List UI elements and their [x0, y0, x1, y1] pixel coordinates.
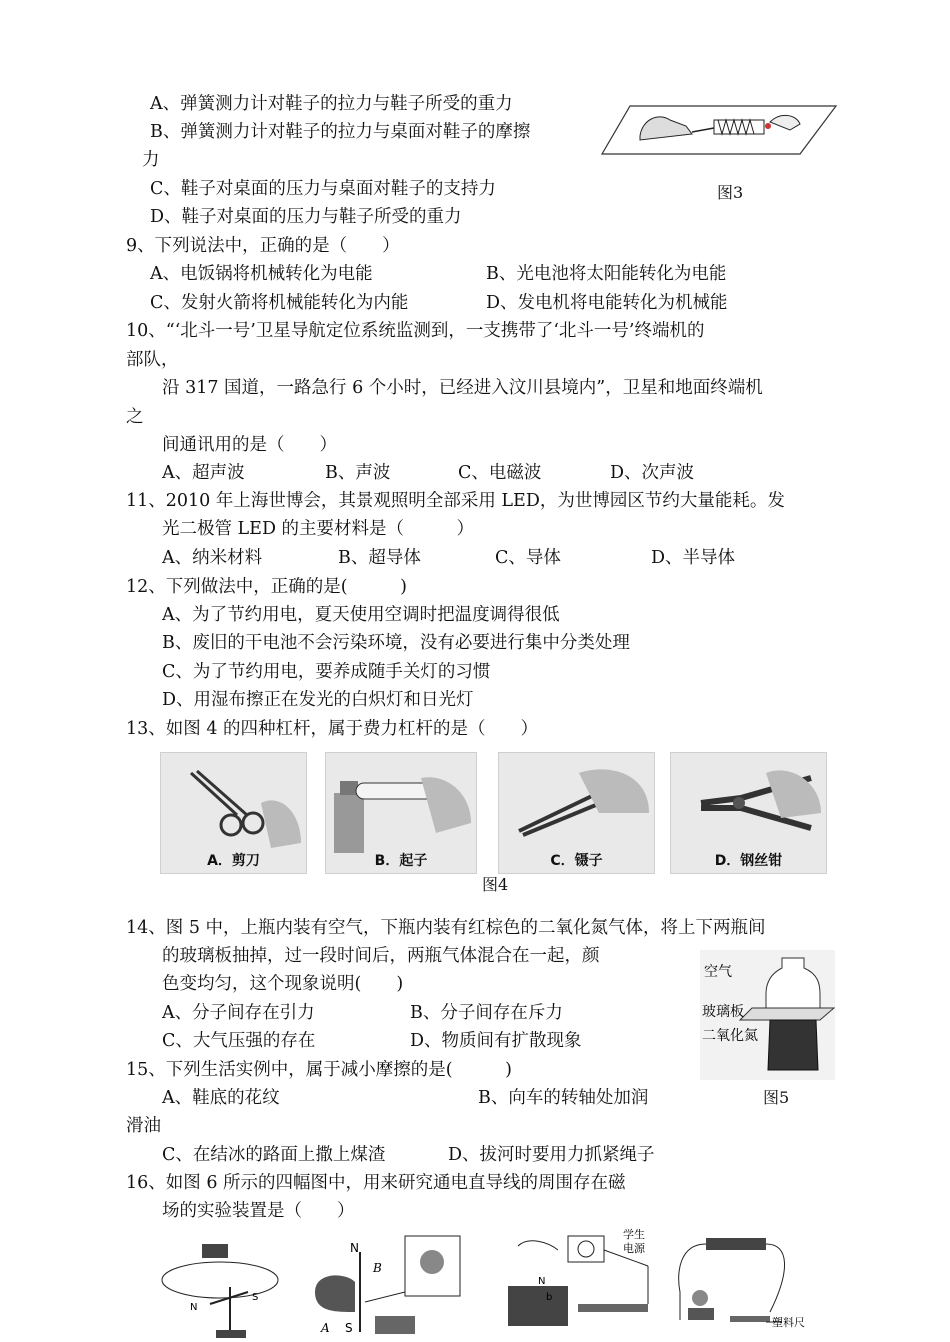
q15-option-b-cont: 滑油: [126, 1116, 161, 1136]
q10-line-2: 部队，: [126, 350, 179, 370]
q13-stem: 13、如图 4 的四种杠杆，属于费力杠杆的是（ ）: [126, 719, 539, 739]
q15-option-b: B、向车的转轴处加润: [478, 1088, 649, 1108]
q10-option-d: D、次声波: [610, 463, 695, 483]
q8-option-d: D、鞋子对桌面的压力与鞋子所受的重力: [150, 207, 462, 227]
svg-text:B: B: [373, 1261, 382, 1275]
figure-6-diagram-c: [488, 1226, 658, 1340]
figure-6-diagram-a: [160, 1232, 290, 1340]
q8-option-b-cont: 力: [142, 150, 160, 170]
tweezers-icon: [499, 753, 654, 853]
figure-5-caption: 图5: [763, 1088, 790, 1107]
figure-4-tweezers-photo: [498, 752, 655, 874]
scissors-icon: [161, 753, 306, 853]
q14-option-d: D、物质间有扩散现象: [410, 1031, 582, 1051]
figure-4-pliers-photo: [670, 752, 827, 874]
q10-option-c: C、电磁波: [458, 463, 542, 483]
q8-option-c: C、鞋子对桌面的压力与桌面对鞋子的支持力: [150, 179, 496, 199]
q12-stem: 12、下列做法中，正确的是( ): [126, 577, 407, 597]
figure-4-caption: 图4: [482, 875, 509, 894]
svg-text:N: N: [538, 1276, 546, 1287]
q10-line-3: 沿 317 国道，一路急行 6 个小时，已经进入汶川县境内”，卫星和地面终端机: [162, 378, 763, 398]
q10-line-4: 之: [126, 407, 144, 427]
q10-line-1: 10、“‘北斗一号’卫星导航定位系统监测到，一支携带了‘北斗一号’终端机的: [126, 321, 705, 341]
figure-3-caption: 图3: [717, 183, 744, 202]
q12-option-d: D、用湿布擦正在发光的白炽灯和日光灯: [162, 690, 474, 710]
figure-4-scissors-photo: [160, 752, 307, 874]
q10-line-5: 间通讯用的是（ ）: [162, 435, 337, 455]
figure-6-label-student: 学生: [623, 1228, 645, 1241]
q14-option-c: C、大气压强的存在: [162, 1031, 316, 1051]
figure-5-gas-bottles: [700, 950, 835, 1080]
figure-4-label-a: A．剪刀: [207, 853, 260, 869]
svg-text:b: b: [546, 1292, 553, 1303]
q9-option-d: D、发电机将电能转化为机械能: [486, 293, 728, 313]
svg-text:A: A: [321, 1321, 330, 1335]
bottle-opener-icon: [326, 753, 476, 853]
q10-option-b: B、声波: [325, 463, 391, 483]
q11-option-d: D、半导体: [651, 548, 736, 568]
figure-6-label-power: 电源: [623, 1242, 645, 1255]
q15-option-d: D、拔河时要用力抓紧绳子: [448, 1145, 655, 1165]
q11-option-a: A、纳米材料: [162, 548, 263, 568]
q11-line-1: 11、2010 年上海世博会，其景观照明全部采用 LED，为世博园区节约大量能耗。发: [126, 491, 785, 511]
q8-option-b: B、弹簧测力计对鞋子的拉力与桌面对鞋子的摩擦: [150, 122, 531, 142]
figure-4-label-c: C．镊子: [550, 853, 603, 869]
q14-line-2: 的玻璃板抽掉，过一段时间后，两瓶气体混合在一起，颜: [162, 946, 600, 966]
q11-option-b: B、超导体: [338, 548, 421, 568]
q15-stem: 15、下列生活实例中，属于减小摩擦的是( ): [126, 1060, 512, 1080]
q8-option-a: A、弹簧测力计对鞋子的拉力与鞋子所受的重力: [150, 94, 513, 114]
q16-line-1: 16、如图 6 所示的四幅图中，用来研究通电直导线的周围存在磁: [126, 1173, 626, 1193]
figure-5-label-glass-plate: 玻璃板: [702, 1004, 744, 1020]
svg-text:S: S: [252, 1292, 259, 1303]
figure-6-diagram-d: [670, 1232, 820, 1340]
figure-4-label-d: D．钢丝钳: [714, 853, 783, 869]
q14-line-1: 14、图 5 中，上瓶内装有空气，下瓶内装有红棕色的二氧化氮气体，将上下两瓶间: [126, 918, 766, 938]
q12-option-a: A、为了节约用电，夏天使用空调时把温度调得很低: [162, 605, 560, 625]
q12-option-c: C、为了节约用电，要养成随手关灯的习惯: [162, 662, 491, 682]
figure-6-diagram-b: [305, 1232, 465, 1340]
pliers-icon: [671, 753, 826, 853]
svg-text:N: N: [190, 1302, 198, 1313]
q12-option-b: B、废旧的干电池不会污染环境，没有必要进行集中分类处理: [162, 633, 630, 653]
q10-option-a: A、超声波: [162, 463, 245, 483]
figure-3-shoe-spring-scale: [600, 98, 840, 160]
figure-5-label-no2: 二氧化氮: [702, 1028, 758, 1044]
q9-option-a: A、电饭锅将机械转化为电能: [150, 264, 373, 284]
q16-line-2: 场的实验装置是（ ）: [162, 1201, 355, 1221]
figure-5-label-air: 空气: [704, 964, 732, 980]
q9-option-c: C、发射火箭将机械能转化为内能: [150, 293, 409, 313]
q15-option-a: A、鞋底的花纹: [162, 1088, 280, 1108]
q14-option-a: A、分子间存在引力: [162, 1003, 315, 1023]
figure-6-label-ruler: 塑料尺: [772, 1316, 805, 1329]
svg-text:S: S: [345, 1321, 353, 1335]
q14-option-b: B、分子间存在斥力: [410, 1003, 563, 1023]
q15-option-c: C、在结冰的路面上撒上煤渣: [162, 1145, 386, 1165]
figure-4-label-b: B．起子: [374, 853, 428, 869]
q9-stem: 9、下列说法中，正确的是（ ）: [126, 236, 400, 256]
q14-line-3: 色变均匀，这个现象说明( ): [162, 974, 404, 994]
figure-4-opener-photo: [325, 752, 477, 874]
svg-text:N: N: [350, 1241, 359, 1255]
q9-option-b: B、光电池将太阳能转化为电能: [486, 264, 727, 284]
q11-line-2: 光二极管 LED 的主要材料是（ ）: [162, 519, 475, 539]
q11-option-c: C、导体: [495, 548, 561, 568]
